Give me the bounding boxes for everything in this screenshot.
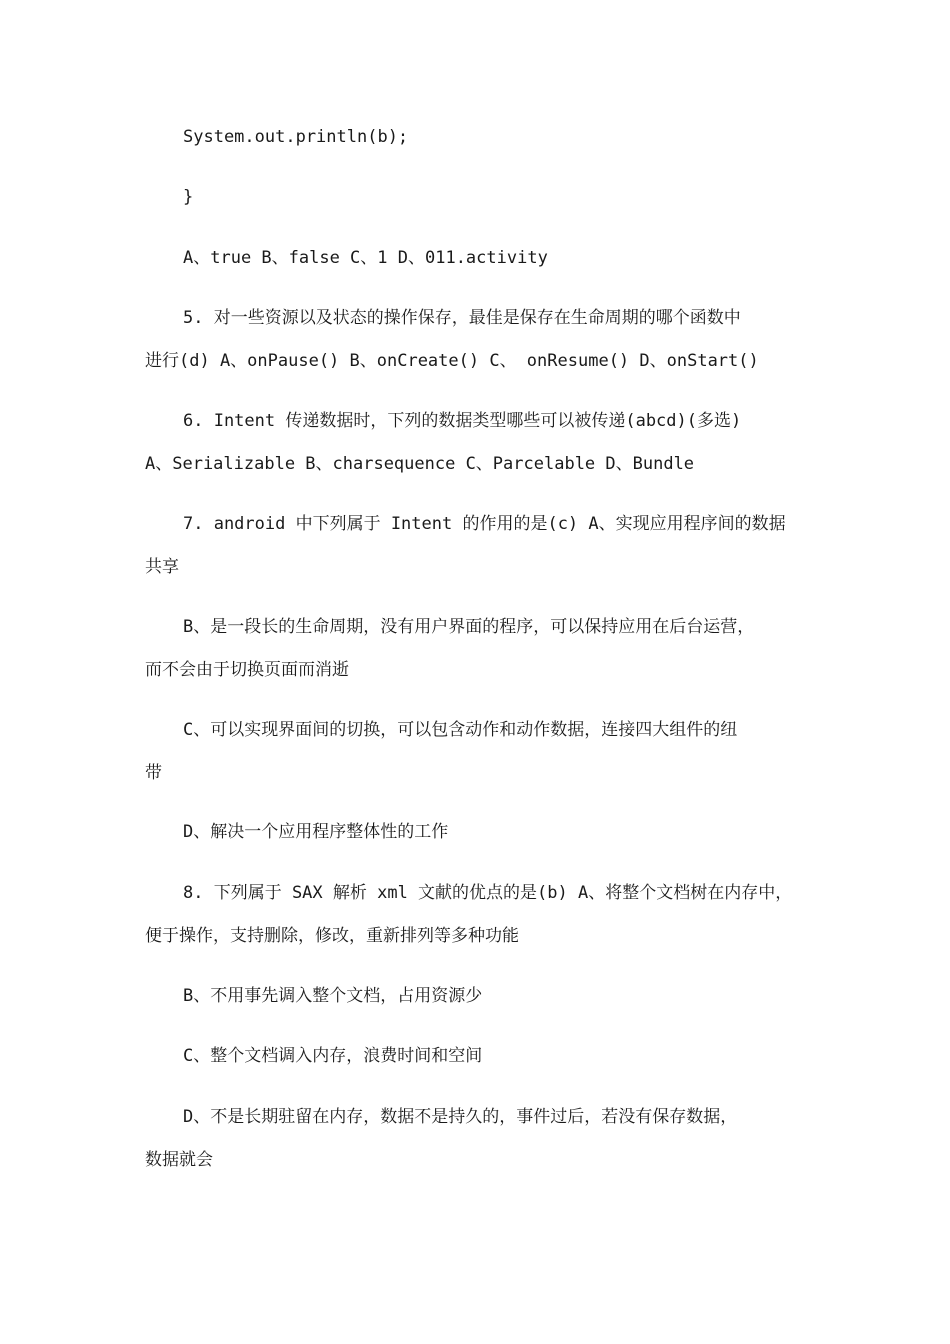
text-line: System.out.println(b); [183, 127, 409, 147]
text-line: 进行(d) A、onPause() B、onCreate() C、 onResume() D、onStart() [145, 351, 759, 371]
answer-options-q4 [145, 237, 815, 280]
text-line: 共享 [145, 557, 179, 577]
question-7-option-d [145, 811, 815, 854]
text-line: 数据就会 [145, 1150, 213, 1170]
text-line: B、是一段长的生命周期，没有用户界面的程序，可以保持应用在后台运营， [183, 617, 755, 637]
text-line: 8. 下列属于 SAX 解析 xml 文献的优点的是(b) A、将整个文档树在内存中， [183, 883, 793, 903]
text-line: A、true B、false C、1 D、011.activity [183, 248, 548, 268]
question-6 [145, 400, 815, 486]
text-line: 而不会由于切换页面而消逝 [145, 660, 349, 680]
question-7 [145, 503, 815, 589]
text-line: 带 [145, 763, 162, 783]
question-8-option-b [145, 975, 815, 1018]
text-line: C、整个文档调入内存，浪费时间和空间 [183, 1046, 483, 1066]
text-line: } [183, 187, 194, 207]
text-line: D、不是长期驻留在内存，数据不是持久的，事件过后，若没有保存数据， [183, 1107, 738, 1127]
question-7-option-b [145, 606, 815, 692]
text-line: 7. android 中下列属于 Intent 的作用的是(c) A、实现应用程序间的数据 [183, 514, 786, 534]
question-8-option-d [145, 1096, 815, 1182]
code-line-brace [145, 176, 815, 219]
text-line: A、Serializable B、charsequence C、Parcelable D、Bundle [145, 454, 695, 474]
text-line: 6. Intent 传递数据时，下列的数据类型哪些可以被传递(abcd)(多选) [183, 411, 742, 431]
text-line: B、不用事先调入整个文档，占用资源少 [183, 986, 483, 1006]
text-line: C、可以实现界面间的切换，可以包含动作和动作数据，连接四大组件的纽 [183, 720, 738, 740]
question-8-option-c [145, 1035, 815, 1078]
question-7-option-c [145, 709, 815, 795]
question-8 [145, 872, 815, 958]
question-5 [145, 297, 815, 383]
text-line: D、解决一个应用程序整体性的工作 [183, 822, 449, 842]
text-line: 5. 对一些资源以及状态的操作保存，最佳是保存在生命周期的哪个函数中 [183, 308, 741, 328]
text-line: 便于操作，支持删除，修改，重新排列等多种功能 [145, 926, 519, 946]
code-line-println [145, 116, 815, 159]
